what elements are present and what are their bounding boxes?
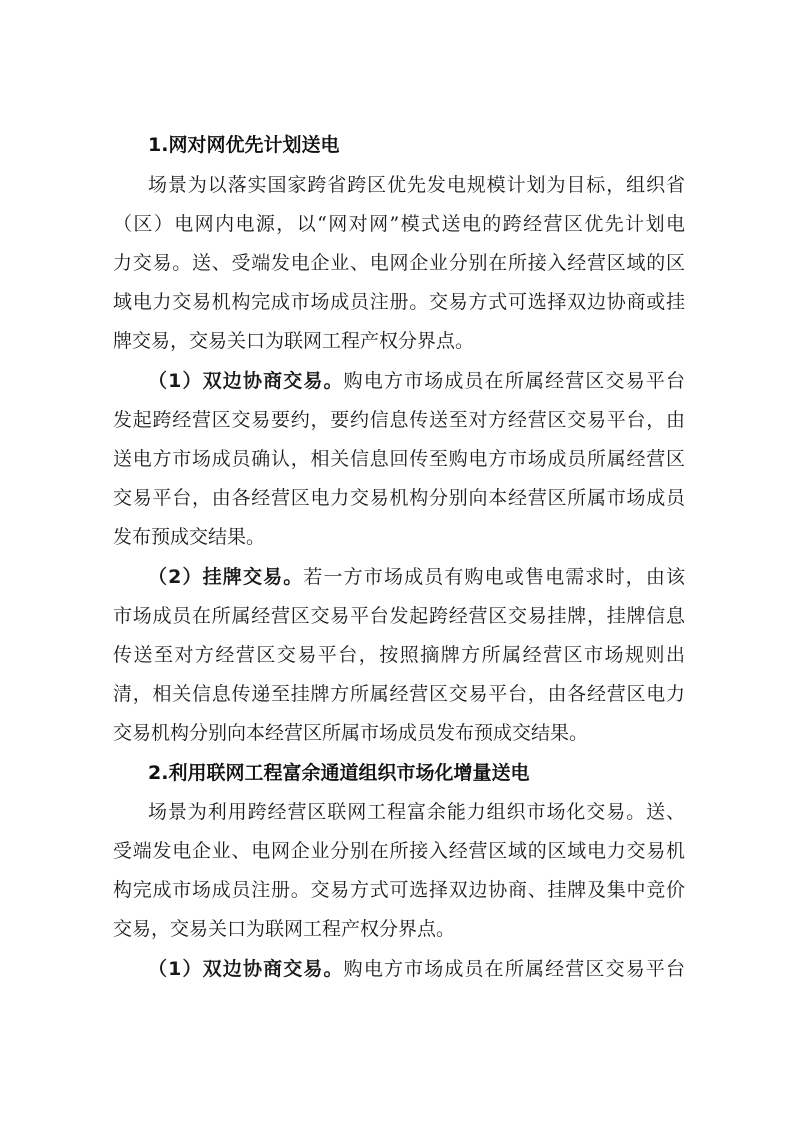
- item-text: 购电方市场成员在所属经营区交易平台: [343, 958, 685, 980]
- paragraph-line: 送电方市场成员确认，相关信息回传至购电方市场成员所属经营区: [113, 448, 685, 470]
- item-first-line: [148, 950, 685, 989]
- item-lead: （2）挂牌交易。: [148, 566, 304, 588]
- item-text: 若一方市场成员有购电或售电需求时，由该: [303, 566, 685, 588]
- paragraph-line: 交易，交易关口为联网工程产权分界点。: [113, 918, 456, 940]
- item-first-line: [148, 558, 685, 597]
- paragraph-line: 场景为以落实国家跨省跨区优先发电规模计划为目标，组织省: [148, 174, 685, 196]
- paragraph-line: 清，相关信息传递至挂牌方所属经营区交易平台，由各经营区电力: [113, 683, 685, 705]
- paragraph-line: 发布预成交结果。: [113, 526, 266, 548]
- paragraph-line: 交易平台，由各经营区电力交易机构分别向本经营区所属市场成员: [113, 487, 685, 509]
- item-lead: （1）双边协商交易。: [148, 370, 344, 392]
- section-heading: 1.网对网优先计划送电: [148, 134, 340, 156]
- paragraph-line: 市场成员在所属经营区交易平台发起跨经营区交易挂牌，挂牌信息: [113, 605, 685, 627]
- paragraph-line: 域电力交易机构完成市场成员注册。交易方式可选择双边协商或挂: [113, 291, 685, 313]
- item-text: 购电方市场成员在所属经营区交易平台: [343, 370, 685, 392]
- paragraph-line: 牌交易，交易关口为联网工程产权分界点。: [113, 330, 475, 352]
- paragraph-line: 受端发电企业、电网企业分别在所接入经营区域的区域电力交易机: [113, 840, 685, 862]
- section-heading: 2.利用联网工程富余通道组织市场化增量送电: [148, 762, 530, 784]
- paragraph-line: 交易机构分别向本经营区所属市场成员发布预成交结果。: [113, 722, 589, 744]
- paragraph-line: 构完成市场成员注册。交易方式可选择双边协商、挂牌及集中竞价: [113, 879, 685, 901]
- paragraph-line: （区）电网内电源，以“网对网”模式送电的跨经营区优先计划电: [113, 213, 685, 235]
- item-first-line: [148, 362, 685, 401]
- paragraph-line: 力交易。送、受端发电企业、电网企业分别在所接入经营区域的区: [113, 252, 685, 274]
- item-lead: （1）双边协商交易。: [148, 958, 344, 980]
- paragraph-line: 传送至对方经营区交易平台，按照摘牌方所属经营区市场规则出: [113, 644, 685, 666]
- paragraph-line: 场景为利用跨经营区联网工程富余能力组织市场化交易。送、: [148, 801, 685, 823]
- paragraph-line: 发起跨经营区交易要约，要约信息传送至对方经营区交易平台，由: [113, 409, 685, 431]
